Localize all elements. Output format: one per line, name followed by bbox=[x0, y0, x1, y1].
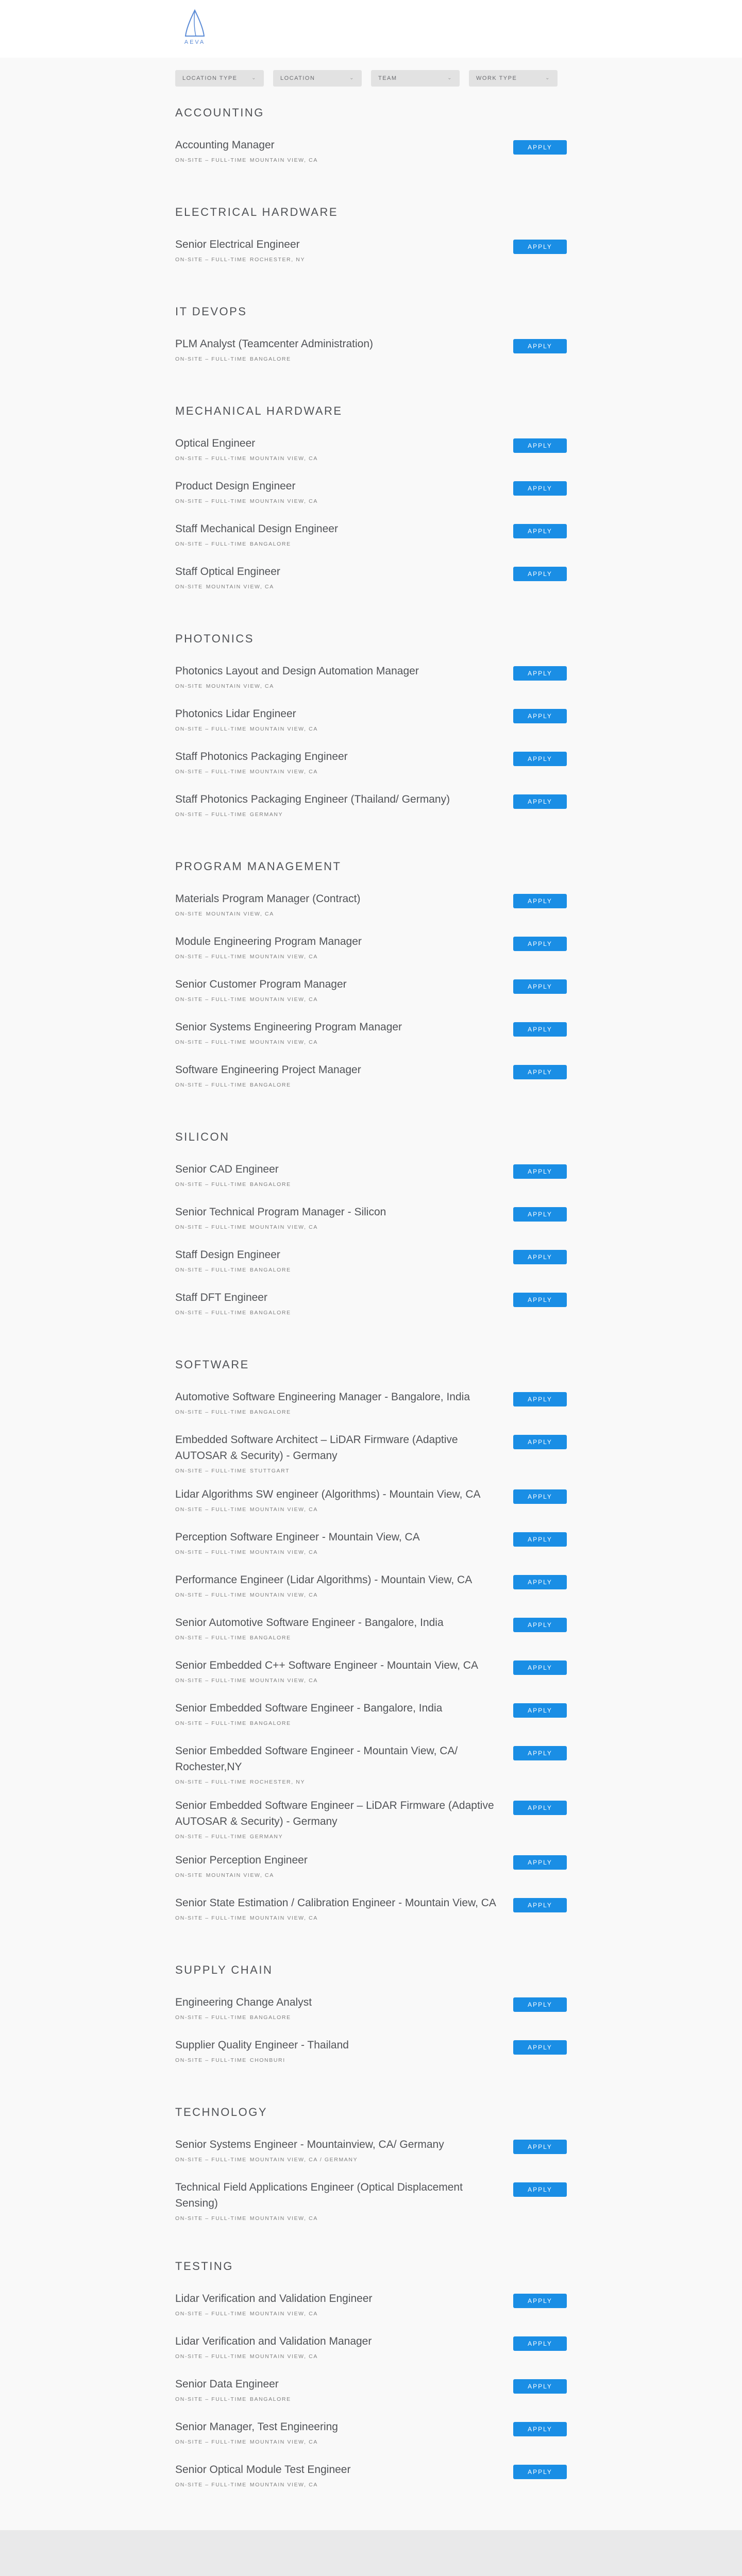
apply-button[interactable]: APPLY bbox=[513, 1489, 567, 1504]
posting-meta bbox=[175, 726, 567, 732]
apply-button[interactable]: APPLY bbox=[513, 524, 567, 538]
posting-title-link[interactable]: Senior Embedded Software Engineer - Mountain View, CA/ Rochester,NY bbox=[175, 1745, 458, 1773]
posting-work-type: ON-SITE – FULL-TIME bbox=[175, 1592, 247, 1598]
filter-label: LOCATION bbox=[280, 75, 315, 81]
apply-button[interactable]: APPLY bbox=[513, 1022, 567, 1037]
posting-title-link[interactable]: Staff Photonics Packaging Engineer (Thailand/ Germany) bbox=[175, 793, 450, 805]
posting-location: MOUNTAIN VIEW, CA bbox=[249, 2215, 318, 2222]
posting-meta bbox=[175, 1310, 567, 1316]
posting-group bbox=[175, 2106, 567, 2229]
posting-item bbox=[175, 2456, 567, 2499]
apply-button[interactable]: APPLY bbox=[513, 752, 567, 766]
posting-work-type: ON-SITE – FULL-TIME bbox=[175, 1267, 247, 1273]
posting-work-type: ON-SITE – FULL-TIME bbox=[175, 1915, 247, 1921]
posting-meta bbox=[175, 2215, 567, 2222]
posting-work-type: ON-SITE – FULL-TIME bbox=[175, 954, 247, 960]
filter-label: TEAM bbox=[378, 75, 397, 81]
posting-item bbox=[175, 928, 567, 971]
posting-title-link[interactable]: Engineering Change Analyst bbox=[175, 1996, 312, 2008]
posting-title-link[interactable]: Senior Customer Program Manager bbox=[175, 978, 347, 990]
posting-title-link[interactable]: Product Design Engineer bbox=[175, 480, 296, 492]
posting-meta bbox=[175, 911, 567, 917]
posting-work-type: ON-SITE – FULL-TIME bbox=[175, 726, 247, 732]
posting-location: BANGALORE bbox=[249, 1310, 291, 1316]
posting-item bbox=[175, 1890, 567, 1933]
apply-button[interactable]: APPLY bbox=[513, 2182, 567, 2197]
posting-item bbox=[175, 473, 567, 516]
posting-location: MOUNTAIN VIEW, CA bbox=[249, 2482, 318, 2488]
posting-item bbox=[175, 1242, 567, 1284]
apply-button[interactable]: APPLY bbox=[513, 2040, 567, 2055]
filter-bar bbox=[175, 70, 559, 87]
posting-group bbox=[175, 1130, 567, 1327]
posting-location: MOUNTAIN VIEW, CA bbox=[206, 683, 274, 689]
posting-work-type: ON-SITE – FULL-TIME bbox=[175, 257, 247, 263]
apply-button[interactable]: APPLY bbox=[513, 2336, 567, 2351]
filter-location[interactable] bbox=[273, 70, 362, 87]
apply-button[interactable]: APPLY bbox=[513, 2379, 567, 2394]
posting-item bbox=[175, 2131, 567, 2174]
apply-button[interactable]: APPLY bbox=[513, 1207, 567, 1222]
posting-meta bbox=[175, 356, 567, 362]
posting-title-link[interactable]: Staff Photonics Packaging Engineer bbox=[175, 751, 348, 762]
posting-location: GERMANY bbox=[249, 1834, 283, 1840]
posting-location: BANGALORE bbox=[249, 1409, 291, 1415]
posting-work-type: ON-SITE – FULL-TIME bbox=[175, 2157, 247, 2163]
posting-group bbox=[175, 860, 567, 1099]
posting-item bbox=[175, 1847, 567, 1890]
posting-meta bbox=[175, 257, 567, 263]
posting-item bbox=[175, 132, 567, 175]
aeva-logo-icon bbox=[183, 9, 206, 38]
posting-item bbox=[175, 331, 567, 374]
posting-location: BANGALORE bbox=[249, 541, 291, 547]
posting-meta bbox=[175, 1915, 567, 1921]
posting-title-link[interactable]: Lidar Algorithms SW engineer (Algorithms) - Mountain View, CA bbox=[175, 1488, 481, 1500]
posting-title-link[interactable]: Senior Perception Engineer bbox=[175, 1854, 308, 1866]
posting-item bbox=[175, 2285, 567, 2328]
posting-location: MOUNTAIN VIEW, CA bbox=[249, 769, 318, 775]
apply-button[interactable]: APPLY bbox=[513, 709, 567, 723]
posting-item bbox=[175, 886, 567, 928]
apply-button[interactable]: APPLY bbox=[513, 438, 567, 453]
posting-location: MOUNTAIN VIEW, CA bbox=[249, 1039, 318, 1045]
apply-button[interactable]: APPLY bbox=[513, 339, 567, 353]
group-title: PROGRAM MANAGEMENT bbox=[175, 860, 342, 873]
posting-meta bbox=[175, 996, 567, 1003]
posting-item bbox=[175, 231, 567, 274]
posting-meta bbox=[175, 157, 567, 163]
posting-item bbox=[175, 1057, 567, 1099]
posting-item bbox=[175, 1652, 567, 1695]
apply-button[interactable]: APPLY bbox=[513, 1660, 567, 1675]
page-header bbox=[0, 0, 742, 58]
posting-meta bbox=[175, 2014, 567, 2021]
postings-list bbox=[175, 87, 567, 2499]
posting-title-link[interactable]: Accounting Manager bbox=[175, 139, 275, 151]
posting-work-type: ON-SITE – FULL-TIME bbox=[175, 356, 247, 362]
posting-meta bbox=[175, 2396, 567, 2402]
posting-title-link[interactable]: Senior Technical Program Manager - Silicon bbox=[175, 1206, 386, 1218]
posting-title-link[interactable]: Lidar Verification and Validation Manager bbox=[175, 2335, 372, 2347]
posting-meta bbox=[175, 1224, 567, 1230]
apply-button[interactable]: APPLY bbox=[513, 1997, 567, 2012]
posting-work-type: ON-SITE – FULL-TIME bbox=[175, 1677, 247, 1684]
apply-button[interactable]: APPLY bbox=[513, 979, 567, 994]
posting-work-type: ON-SITE – FULL-TIME bbox=[175, 498, 247, 504]
chevron-down-icon: ⌄ bbox=[545, 75, 550, 81]
posting-title-link[interactable]: Lidar Verification and Validation Engineer bbox=[175, 2293, 373, 2304]
posting-meta bbox=[175, 2439, 567, 2445]
posting-work-type: ON-SITE bbox=[175, 584, 203, 590]
posting-meta bbox=[175, 954, 567, 960]
posting-item bbox=[175, 1284, 567, 1327]
posting-meta bbox=[175, 498, 567, 504]
apply-button[interactable]: APPLY bbox=[513, 937, 567, 951]
posting-work-type: ON-SITE – FULL-TIME bbox=[175, 996, 247, 1003]
apply-button[interactable]: APPLY bbox=[513, 1435, 567, 1449]
posting-title-link[interactable]: Technical Field Applications Engineer (Optical Displacement Sensing) bbox=[175, 2181, 463, 2209]
apply-button[interactable]: APPLY bbox=[513, 1065, 567, 1079]
posting-location: MOUNTAIN VIEW, CA bbox=[249, 157, 318, 163]
posting-title-link[interactable]: Senior Optical Module Test Engineer bbox=[175, 2464, 351, 2476]
posting-location: BANGALORE bbox=[249, 1720, 291, 1726]
posting-group bbox=[175, 1358, 567, 1933]
apply-button[interactable]: APPLY bbox=[513, 1618, 567, 1632]
posting-title-link[interactable]: Staff Mechanical Design Engineer bbox=[175, 523, 338, 535]
posting-work-type: ON-SITE – FULL-TIME bbox=[175, 1310, 247, 1316]
apply-button[interactable]: APPLY bbox=[513, 567, 567, 581]
posting-location: MOUNTAIN VIEW, CA bbox=[249, 2353, 318, 2360]
posting-location: MOUNTAIN VIEW, CA bbox=[249, 1506, 318, 1513]
apply-button[interactable]: APPLY bbox=[513, 481, 567, 496]
posting-meta bbox=[175, 1549, 567, 1555]
posting-item bbox=[175, 430, 567, 473]
posting-title-link[interactable]: Senior Systems Engineer - Mountainview, CA/ Germany bbox=[175, 2139, 444, 2150]
posting-work-type: ON-SITE – FULL-TIME bbox=[175, 2215, 247, 2222]
posting-item bbox=[175, 1156, 567, 1199]
posting-work-type: ON-SITE bbox=[175, 911, 203, 917]
posting-title-link[interactable]: Staff DFT Engineer bbox=[175, 1292, 267, 1303]
posting-work-type: ON-SITE – FULL-TIME bbox=[175, 1181, 247, 1188]
posting-location: MOUNTAIN VIEW, CA bbox=[249, 455, 318, 462]
posting-title-link[interactable]: Perception Software Engineer - Mountain View, CA bbox=[175, 1531, 420, 1543]
group-title: TESTING bbox=[175, 2260, 233, 2273]
apply-button[interactable]: APPLY bbox=[513, 1392, 567, 1406]
posting-work-type: ON-SITE – FULL-TIME bbox=[175, 1834, 247, 1840]
posting-item bbox=[175, 1989, 567, 2032]
posting-item bbox=[175, 1567, 567, 1609]
apply-button[interactable]: APPLY bbox=[513, 2422, 567, 2436]
posting-title-link[interactable]: Automotive Software Engineering Manager - Bangalore, India bbox=[175, 1391, 470, 1403]
apply-button[interactable]: APPLY bbox=[513, 1898, 567, 1912]
posting-title-link[interactable]: Senior Embedded Software Engineer – LiDAR Firmware (Adaptive AUTOSAR & Security) - Germany bbox=[175, 1800, 494, 1827]
posting-work-type: ON-SITE – FULL-TIME bbox=[175, 1779, 247, 1785]
posting-item bbox=[175, 1014, 567, 1057]
posting-item bbox=[175, 701, 567, 743]
posting-group bbox=[175, 305, 567, 374]
apply-button[interactable]: APPLY bbox=[513, 794, 567, 809]
posting-item bbox=[175, 516, 567, 558]
chevron-down-icon: ⌄ bbox=[251, 75, 257, 81]
posting-meta bbox=[175, 2311, 567, 2317]
posting-location: MOUNTAIN VIEW, CA bbox=[249, 2311, 318, 2317]
posting-work-type: ON-SITE – FULL-TIME bbox=[175, 1409, 247, 1415]
posting-work-type: ON-SITE – FULL-TIME bbox=[175, 455, 247, 462]
posting-location: ROCHESTER, NY bbox=[249, 257, 306, 263]
page-footer bbox=[0, 2530, 742, 2576]
group-title: TECHNOLOGY bbox=[175, 2106, 268, 2119]
posting-item bbox=[175, 658, 567, 701]
posting-item bbox=[175, 1384, 567, 1427]
posting-group bbox=[175, 632, 567, 829]
posting-location: MOUNTAIN VIEW, CA bbox=[249, 1549, 318, 1555]
posting-meta bbox=[175, 1720, 567, 1726]
posting-work-type: ON-SITE – FULL-TIME bbox=[175, 2057, 247, 2063]
filter-label: LOCATION TYPE bbox=[182, 75, 238, 81]
posting-title-link[interactable]: Senior Embedded C++ Software Engineer - Mountain View, CA bbox=[175, 1659, 478, 1671]
posting-title-link[interactable]: Photonics Lidar Engineer bbox=[175, 708, 296, 720]
posting-location: MOUNTAIN VIEW, CA / GERMANY bbox=[249, 2157, 358, 2163]
posting-item bbox=[175, 2174, 567, 2229]
posting-item bbox=[175, 786, 567, 829]
posting-title-link[interactable]: Embedded Software Architect – LiDAR Firmware (Adaptive AUTOSAR & Security) - Germany bbox=[175, 1434, 458, 1462]
apply-button[interactable]: APPLY bbox=[513, 1746, 567, 1760]
posting-item bbox=[175, 1738, 567, 1792]
group-title: MECHANICAL HARDWARE bbox=[175, 404, 343, 417]
apply-button[interactable]: APPLY bbox=[513, 240, 567, 254]
logo-text: AEVA bbox=[184, 39, 206, 45]
posting-location: BANGALORE bbox=[249, 2396, 291, 2402]
posting-item bbox=[175, 1792, 567, 1847]
posting-meta bbox=[175, 1181, 567, 1188]
posting-title-link[interactable]: Senior State Estimation / Calibration Engineer - Mountain View, CA bbox=[175, 1897, 496, 1909]
posting-location: BANGALORE bbox=[249, 2014, 291, 2021]
posting-item bbox=[175, 1695, 567, 1738]
posting-meta bbox=[175, 1592, 567, 1598]
group-title: ELECTRICAL HARDWARE bbox=[175, 206, 339, 218]
posting-item bbox=[175, 743, 567, 786]
posting-item bbox=[175, 971, 567, 1014]
posting-title-link[interactable]: Performance Engineer (Lidar Algorithms) - Mountain View, CA bbox=[175, 1574, 473, 1586]
posting-work-type: ON-SITE – FULL-TIME bbox=[175, 2353, 247, 2360]
posting-item bbox=[175, 1427, 567, 1481]
posting-title-link[interactable]: Senior Systems Engineering Program Manager bbox=[175, 1021, 402, 1033]
posting-meta bbox=[175, 1082, 567, 1088]
posting-group bbox=[175, 106, 567, 175]
posting-work-type: ON-SITE – FULL-TIME bbox=[175, 811, 247, 818]
posting-location: CHONBURI bbox=[249, 2057, 285, 2063]
filter-location-type[interactable] bbox=[175, 70, 264, 87]
posting-work-type: ON-SITE – FULL-TIME bbox=[175, 2014, 247, 2021]
posting-title-link[interactable]: Software Engineering Project Manager bbox=[175, 1064, 361, 1076]
posting-group bbox=[175, 206, 567, 274]
posting-location: MOUNTAIN VIEW, CA bbox=[249, 2439, 318, 2445]
posting-meta bbox=[175, 2353, 567, 2360]
posting-title-link[interactable]: Senior Manager, Test Engineering bbox=[175, 2421, 338, 2433]
posting-meta bbox=[175, 584, 567, 590]
posting-meta bbox=[175, 2157, 567, 2163]
posting-work-type: ON-SITE – FULL-TIME bbox=[175, 1468, 247, 1474]
posting-title-link[interactable]: Senior CAD Engineer bbox=[175, 1163, 279, 1175]
posting-item bbox=[175, 1199, 567, 1242]
posting-work-type: ON-SITE – FULL-TIME bbox=[175, 2482, 247, 2488]
posting-meta bbox=[175, 2057, 567, 2063]
posting-work-type: ON-SITE – FULL-TIME bbox=[175, 1506, 247, 1513]
posting-group bbox=[175, 404, 567, 601]
posting-location: MOUNTAIN VIEW, CA bbox=[249, 726, 318, 732]
posting-location: MOUNTAIN VIEW, CA bbox=[206, 1872, 274, 1878]
apply-button[interactable]: APPLY bbox=[513, 1801, 567, 1815]
posting-title-link[interactable]: PLM Analyst (Teamcenter Administration) bbox=[175, 338, 373, 350]
posting-location: BANGALORE bbox=[249, 1635, 291, 1641]
posting-title-link[interactable]: Supplier Quality Engineer - Thailand bbox=[175, 2039, 349, 2051]
posting-meta bbox=[175, 1039, 567, 1045]
group-title: IT DEVOPS bbox=[175, 305, 247, 318]
posting-location: BANGALORE bbox=[249, 356, 291, 362]
apply-button[interactable]: APPLY bbox=[513, 1575, 567, 1589]
apply-button[interactable]: APPLY bbox=[513, 1703, 567, 1718]
posting-location: MOUNTAIN VIEW, CA bbox=[249, 1592, 318, 1598]
apply-button[interactable]: APPLY bbox=[513, 1293, 567, 1307]
posting-work-type: ON-SITE bbox=[175, 683, 203, 689]
posting-item bbox=[175, 1609, 567, 1652]
posting-work-type: ON-SITE – FULL-TIME bbox=[175, 1082, 247, 1088]
posting-item bbox=[175, 558, 567, 601]
posting-title-link[interactable]: Staff Optical Engineer bbox=[175, 566, 280, 578]
apply-button[interactable]: APPLY bbox=[513, 140, 567, 155]
apply-button[interactable]: APPLY bbox=[513, 1164, 567, 1179]
group-title: ACCOUNTING bbox=[175, 106, 264, 119]
posting-item bbox=[175, 2371, 567, 2414]
posting-location: MOUNTAIN VIEW, CA bbox=[249, 954, 318, 960]
posting-item bbox=[175, 1481, 567, 1524]
posting-location: BANGALORE bbox=[249, 1082, 291, 1088]
group-title: SILICON bbox=[175, 1130, 230, 1143]
chevron-down-icon: ⌄ bbox=[349, 75, 355, 81]
posting-location: BANGALORE bbox=[249, 1181, 291, 1188]
posting-group bbox=[175, 1963, 567, 2075]
company-logo[interactable] bbox=[179, 9, 210, 50]
posting-work-type: ON-SITE – FULL-TIME bbox=[175, 2396, 247, 2402]
posting-meta bbox=[175, 541, 567, 547]
posting-location: ROCHESTER, NY bbox=[249, 1779, 306, 1785]
posting-meta bbox=[175, 1506, 567, 1513]
posting-location: MOUNTAIN VIEW, CA bbox=[206, 584, 274, 590]
posting-meta bbox=[175, 1872, 567, 1878]
posting-work-type: ON-SITE – FULL-TIME bbox=[175, 157, 247, 163]
posting-title-link[interactable]: Senior Electrical Engineer bbox=[175, 239, 300, 250]
apply-button[interactable]: APPLY bbox=[513, 2465, 567, 2479]
apply-button[interactable]: APPLY bbox=[513, 1250, 567, 1264]
posting-work-type: ON-SITE – FULL-TIME bbox=[175, 1039, 247, 1045]
posting-meta bbox=[175, 1677, 567, 1684]
posting-work-type: ON-SITE – FULL-TIME bbox=[175, 1635, 247, 1641]
posting-title-link[interactable]: Senior Embedded Software Engineer - Bangalore, India bbox=[175, 1702, 443, 1714]
posting-meta bbox=[175, 1468, 567, 1474]
posting-location: GERMANY bbox=[249, 811, 283, 818]
apply-button[interactable]: APPLY bbox=[513, 1855, 567, 1870]
posting-meta bbox=[175, 1779, 567, 1785]
posting-work-type: ON-SITE – FULL-TIME bbox=[175, 1720, 247, 1726]
posting-meta bbox=[175, 1409, 567, 1415]
posting-location: MOUNTAIN VIEW, CA bbox=[249, 1915, 318, 1921]
filter-team[interactable] bbox=[371, 70, 460, 87]
posting-title-link[interactable]: Materials Program Manager (Contract) bbox=[175, 893, 361, 905]
posting-location: MOUNTAIN VIEW, CA bbox=[206, 911, 274, 917]
posting-title-link[interactable]: Staff Design Engineer bbox=[175, 1249, 280, 1261]
posting-meta bbox=[175, 1834, 567, 1840]
apply-button[interactable]: APPLY bbox=[513, 2294, 567, 2308]
filter-work-type[interactable] bbox=[469, 70, 558, 87]
posting-item bbox=[175, 2414, 567, 2456]
posting-meta bbox=[175, 811, 567, 818]
posting-location: STUTTGART bbox=[249, 1468, 290, 1474]
posting-item bbox=[175, 2032, 567, 2075]
apply-button[interactable]: APPLY bbox=[513, 2140, 567, 2154]
posting-work-type: ON-SITE – FULL-TIME bbox=[175, 1224, 247, 1230]
group-title: PHOTONICS bbox=[175, 632, 254, 645]
posting-meta bbox=[175, 455, 567, 462]
apply-button[interactable]: APPLY bbox=[513, 666, 567, 681]
posting-work-type: ON-SITE – FULL-TIME bbox=[175, 2439, 247, 2445]
posting-work-type: ON-SITE bbox=[175, 1872, 203, 1878]
group-title: SOFTWARE bbox=[175, 1358, 249, 1371]
chevron-down-icon: ⌄ bbox=[447, 75, 452, 81]
posting-meta bbox=[175, 683, 567, 689]
posting-meta bbox=[175, 1635, 567, 1641]
posting-title-link[interactable]: Senior Automotive Software Engineer - Bangalore, India bbox=[175, 1617, 444, 1629]
posting-location: MOUNTAIN VIEW, CA bbox=[249, 498, 318, 504]
posting-item bbox=[175, 2328, 567, 2371]
posting-title-link[interactable]: Optical Engineer bbox=[175, 437, 256, 449]
group-title: SUPPLY CHAIN bbox=[175, 1963, 273, 1976]
posting-title-link[interactable]: Senior Data Engineer bbox=[175, 2378, 279, 2390]
posting-group bbox=[175, 2260, 567, 2499]
filter-label: WORK TYPE bbox=[476, 75, 517, 81]
posting-work-type: ON-SITE – FULL-TIME bbox=[175, 541, 247, 547]
posting-title-link[interactable]: Module Engineering Program Manager bbox=[175, 936, 362, 947]
posting-meta bbox=[175, 1267, 567, 1273]
posting-meta bbox=[175, 769, 567, 775]
posting-work-type: ON-SITE – FULL-TIME bbox=[175, 1549, 247, 1555]
apply-button[interactable]: APPLY bbox=[513, 894, 567, 908]
posting-work-type: ON-SITE – FULL-TIME bbox=[175, 769, 247, 775]
posting-location: MOUNTAIN VIEW, CA bbox=[249, 1677, 318, 1684]
posting-location: BANGALORE bbox=[249, 1267, 291, 1273]
posting-meta bbox=[175, 2482, 567, 2488]
posting-work-type: ON-SITE – FULL-TIME bbox=[175, 2311, 247, 2317]
posting-location: MOUNTAIN VIEW, CA bbox=[249, 996, 318, 1003]
posting-title-link[interactable]: Photonics Layout and Design Automation Manager bbox=[175, 665, 419, 677]
apply-button[interactable]: APPLY bbox=[513, 1532, 567, 1547]
posting-item bbox=[175, 1524, 567, 1567]
posting-location: MOUNTAIN VIEW, CA bbox=[249, 1224, 318, 1230]
